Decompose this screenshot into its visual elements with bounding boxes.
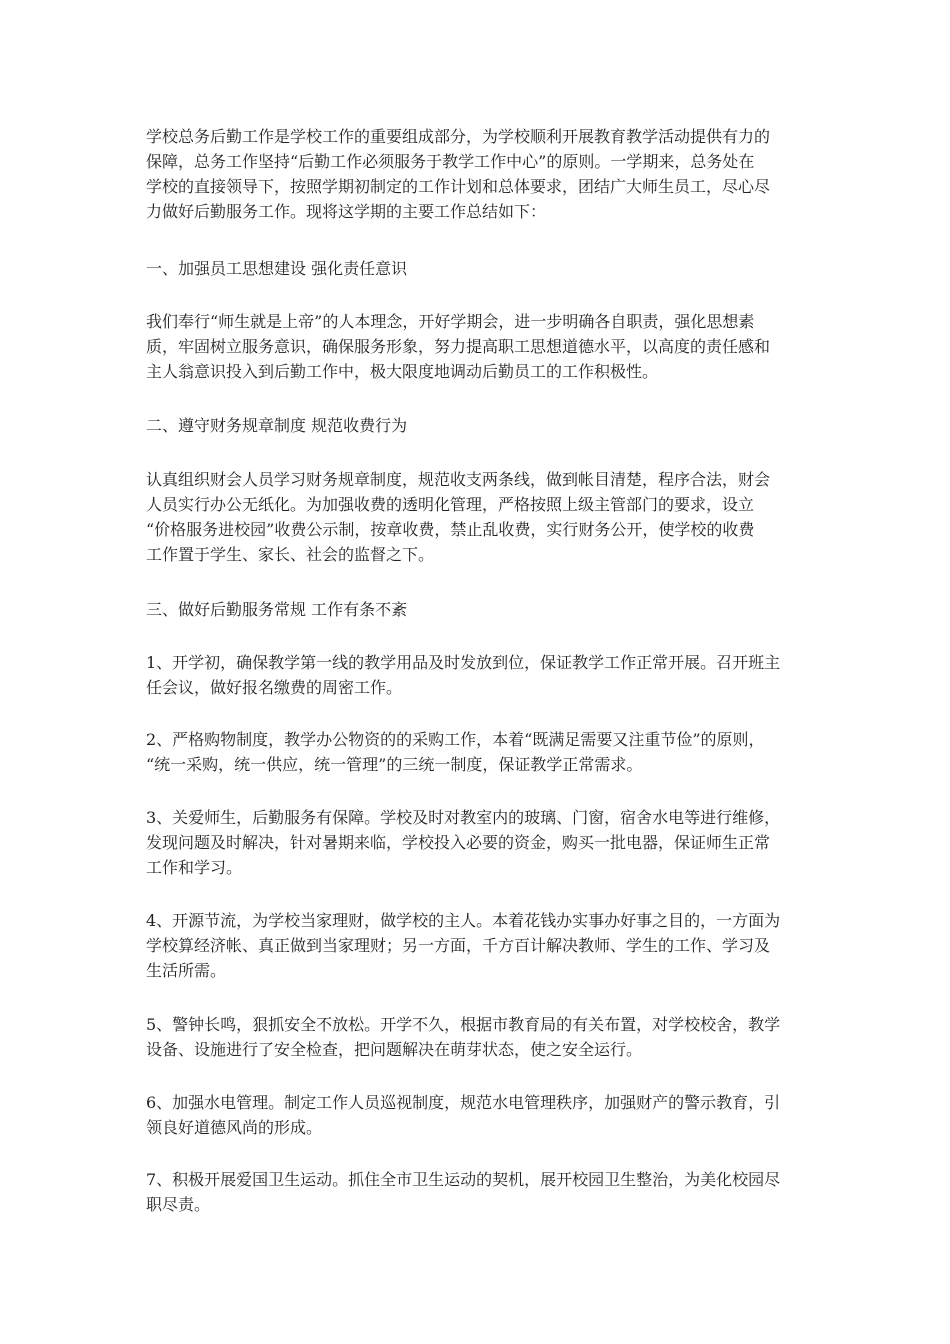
section-body-2: 认真组织财会人员学习财务规章制度，规范收支两条线，做到帐目清楚，程序合法，财会 人员实行办公无纸化。为加强收费的透明化管理，严格按照上级主管部门的要求，设立 “价格服务进校园”收费公示制，按章收费，禁止乱收费，实行财务公开，使学校的收费 工作置于学生、家长、社会的监督之下。 [146, 470, 771, 564]
section-body-1: 我们奉行“师生就是上帝”的人本理念，开好学期会，进一步明确各自职责，强化思想素 质，牢固树立服务意识，确保服务形象，努力提高职工思想道德水平，以高度的责任感和 主人翁意识投入到后勤工作中，极大限度地调动后勤员工的工作积极性。 [146, 312, 771, 381]
list-item-7: 7、积极开展爱国卫生运动。抓住全市卫生运动的契机，展开校园卫生整治，为美化校园尽 职尽责。 [146, 1170, 781, 1214]
section-heading-1: 一、加强员工思想建设 强化责任意识 [146, 259, 408, 278]
intro-paragraph: 学校总务后勤工作是学校工作的重要组成部分，为学校顺利开展教育教学活动提供有力的 保障，总务工作坚持“后勤工作必须服务于教学工作中心”的原则。一学期来，总务处在 学校的直接领导下，按照学期初制定的工作计划和总体要求，团结广大师生员工，尽心尽 力做好后勤服务工作。现将这学期的主要工作总结如下： [146, 127, 771, 221]
list-item-6: 6、加强水电管理。制定工作人员巡视制度，规范水电管理秩序，加强财产的警示教育，引 领良好道德风尚的形成。 [146, 1093, 781, 1137]
section-heading-2: 二、遵守财务规章制度 规范收费行为 [146, 416, 408, 435]
list-item-3: 3、关爱师生，后勤服务有保障。学校及时对教室内的玻璃、门窗，宿舍水电等进行维修， 发现问题及时解决，针对暑期来临，学校投入必要的资金，购买一批电器，保证师生正常 工作和学习。 [146, 808, 781, 877]
list-item-2: 2、严格购物制度，教学办公物资的的采购工作，本着“既满足需要又注重节俭”的原则， “统一采购，统一供应，统一管理”的三统一制度，保证教学正常需求。 [146, 730, 765, 774]
list-item-1: 1、开学初，确保教学第一线的教学用品及时发放到位，保证教学工作正常开展。召开班主 任会议，做好报名缴费的周密工作。 [146, 653, 781, 697]
list-item-5: 5、警钟长鸣，狠抓安全不放松。开学不久，根据市教育局的有关布置，对学校校舍，教学 设备、设施进行了安全检查，把问题解决在萌芽状态，使之安全运行。 [146, 1015, 781, 1059]
section-heading-3: 三、做好后勤服务常规 工作有条不紊 [146, 600, 408, 619]
list-item-4: 4、开源节流，为学校当家理财，做学校的主人。本着花钱办实事办好事之目的，一方面为 学校算经济帐、真正做到当家理财；另一方面，千方百计解决教师、学生的工作、学习及 生活所需。 [146, 911, 781, 980]
